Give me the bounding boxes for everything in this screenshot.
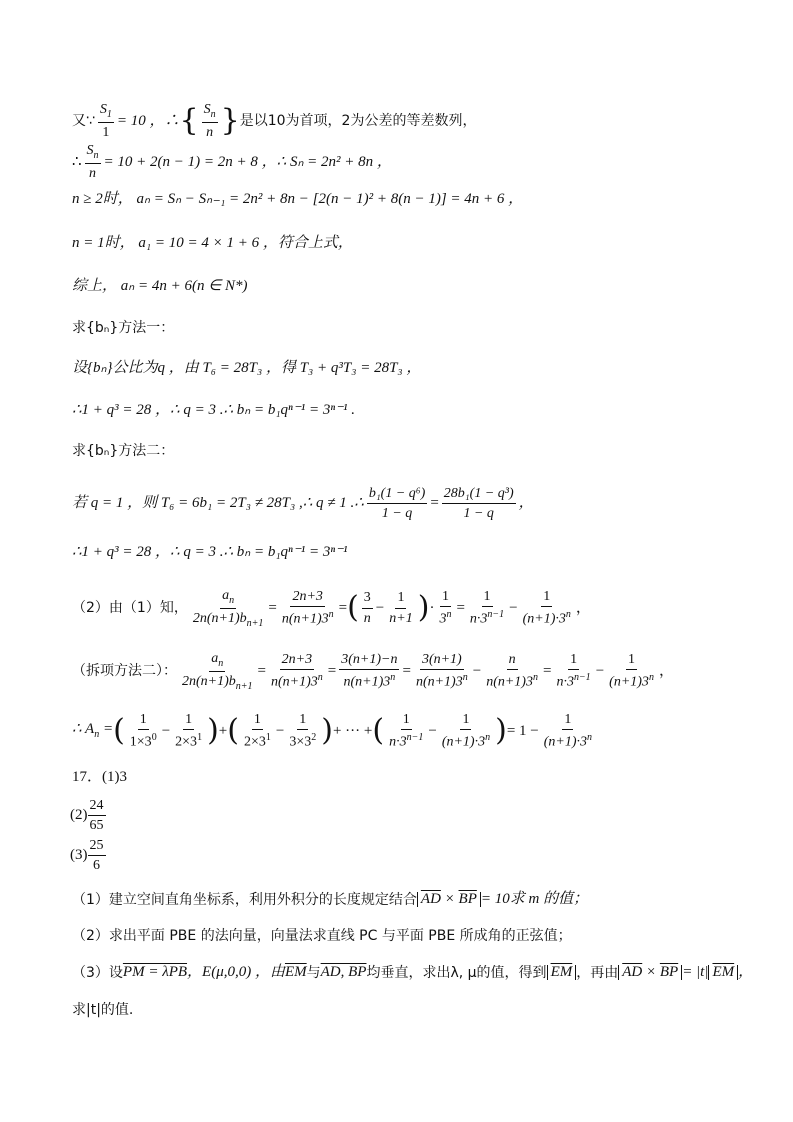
fraction: $\frac{25}{6}$ (89, 838, 104, 874)
fraction: $\frac{3}{n}$ (363, 590, 371, 626)
text: ∴ (72, 153, 82, 170)
fraction: $\frac{a_n}{2n(n+1)b_{n+1}}$ (182, 651, 253, 692)
magnitude-em: $\overline{EM}$ (708, 965, 738, 980)
text: = |t| (682, 964, 709, 980)
vector-em: $\overline{EM}$ (284, 964, 307, 980)
line-18 (72, 892, 588, 907)
fraction: $\frac{3(n+1)-n}{n(n+1)3^n}$ (341, 652, 398, 691)
magnitude-em: $\overline{EM}$ (547, 965, 577, 980)
line-1 (72, 102, 476, 140)
vectors-ad-bp: AD, BP (320, 964, 367, 980)
fraction: $\frac{n}{n(n+1)3^n}$ (486, 652, 538, 691)
fraction: $\frac{a_n}{2n(n+1)b_{n+1}}$ (192, 588, 264, 629)
brace-left: { (179, 103, 199, 139)
text: 又∵ (72, 113, 95, 130)
text: （拆项方法二）： (72, 663, 177, 680)
text: = 10求 m 的值； (480, 891, 589, 907)
fraction: $\frac{2n+3}{n(n+1)3^n}$ (271, 652, 323, 691)
text: ，再由 (576, 964, 619, 981)
fraction-s1-over-1: $\frac{S_1}{1}$ (99, 102, 112, 140)
fraction: $\frac{1}{n\cdot 3^{n-1}}$ (389, 712, 424, 751)
line-2 (72, 143, 392, 181)
fraction-sn-over-n: $\frac{S_n}{n}$ (86, 143, 99, 181)
line-8: ∴1 + q³ = 28 ，∴ q = 3 .∴ bₙ = b₁qⁿ⁻¹ = 3ⁿ⁻¹ . (72, 402, 355, 418)
brace-right: } (220, 103, 240, 139)
cross-product-magnitude: $\overline{AD} \times \overline{BP}$ (417, 892, 481, 907)
text: = 10 ，∴ (116, 112, 180, 129)
equals: = (430, 495, 439, 512)
fraction: $\frac{2n+3}{n(n+1)3^n}$ (281, 589, 334, 628)
fraction: $\frac{1}{2\times 3^1}$ (243, 712, 271, 751)
fraction: $\frac{1}{3^n}$ (439, 589, 452, 628)
fraction: $\frac{1}{(n+1)\cdot 3^n}$ (522, 589, 571, 628)
line-6: 求{bₙ}方法一： (72, 320, 175, 336)
text: = 10 + 2(n − 1) = 2n + 8 ，∴ Sₙ = 2n² + 8n ， (103, 153, 392, 170)
text: 若 q = 1 ，则 T₆ = 6b₁ = 2T₃ ≠ 28T₃ ,∴ q ≠ 1 .∴ (72, 495, 364, 512)
text: (3) (70, 847, 88, 864)
text: ， (518, 495, 534, 512)
line-13: （拆项方法二）： $\frac{a_n}{2n(n+1)b_{n+1}}$ = $\frac{2n+3}{n(n+1)3^n}$ = $\frac{3(n+1)-n}{n(n+1)3^n}$ = $\frac{3(n+1)}{n(n+1)3^n}$ − $\frac{n}{n(n+1)3^n}$ = $\frac{1}{n\cdot 3^{n-1}}$ − $\frac{1}{(n+1)3^n}$ ， (72, 651, 674, 692)
fraction: $\frac{1}{(n+1)\cdot 3^n}$ (543, 712, 593, 751)
fraction: $\frac{1}{(n+1)\cdot 3^n}$ (441, 712, 491, 751)
fraction: $\frac{1}{n\cdot 3^{n-1}}$ (469, 589, 505, 628)
text: （2）由（1）知， (72, 600, 188, 617)
line-21: 求|t|的值. (72, 1002, 134, 1018)
fraction: $\frac{\text{28b₁(1 − q³)}}{1 - q}$ (443, 486, 514, 522)
line-9: 求{bₙ}方法二： (72, 443, 175, 459)
cross-product-magnitude: $\overline{AD} \times \overline{BP}$ (618, 965, 682, 980)
fraction: $\frac{1}{(n+1)3^n}$ (609, 652, 654, 691)
fraction: $\frac{24}{65}$ (89, 798, 104, 834)
line-14: ∴ $A_n$ = ( $\frac{1}{1\times 3^0}$ − $\frac{1}{2\times 3^1}$ ) + ( $\frac{1}{2\times 3^1}$ − $\frac{1}{3\times 3^2}$ ) + ··· + ( $\frac{1}{n\cdot 3^{n-1}}$ − $\frac{1}{(n+1)\cdot 3^n}$ ) = 1 − $\frac{1}{(n+1)\cdot 3^n}$ (72, 712, 593, 751)
line-10 (72, 486, 534, 522)
fraction: $\frac{1}{2\times 3^1}$ (175, 712, 203, 751)
fraction: $\frac{1}{3\times 3^2}$ (289, 712, 317, 751)
line-3: n ≥ 2时， aₙ = Sₙ − Sₙ₋₁ = 2n² + 8n − [2(n − 1)² + 8(n − 1)] = 4n + 6 ， (72, 191, 524, 207)
text: ，E(μ,0,0) ，由 (187, 964, 285, 980)
text: 均垂直，求出λ, μ的值，得到 (366, 964, 547, 981)
line-4: n = 1时， a₁ = 10 = 4 × 1 + 6 ，符合上式， (72, 235, 353, 251)
line-16 (70, 798, 109, 834)
fraction-sn-over-n: $\frac{S_n}{n}$ (203, 102, 216, 140)
vector-pm: PM = λPB (122, 964, 188, 980)
text: (2) (70, 807, 88, 824)
line-7: 设{bₙ}公比为q ，由 T₆ = 28T₃ ，得 T₃ + q³T₃ = 28T₃ ， (72, 360, 422, 376)
line-20 (72, 965, 753, 980)
text: （3）设 (72, 964, 123, 981)
fraction: $\frac{\text{b₁(1 − q⁶)}}{1 - q}$ (368, 486, 426, 522)
text: ， (738, 964, 754, 980)
text: 与 (306, 964, 321, 981)
line-19: （2）求出平面 PBE 的法向量，向量法求直线 PC 与平面 PBE 所成角的正弦值； (72, 928, 572, 944)
fraction: $\frac{3(n+1)}{n(n+1)3^n}$ (415, 652, 468, 691)
fraction: $\frac{1}{n+1}$ (389, 590, 413, 626)
text: （1）建立空间直角坐标系，利用外积分的长度规定结合 (72, 891, 417, 908)
fraction: $\frac{1}{1\times 3^0}$ (129, 712, 157, 751)
text: 是以10为首项，2为公差的等差数列， (239, 113, 477, 130)
line-12: （2）由（1）知， $\frac{a_n}{2n(n+1)b_{n+1}}$ = $\frac{2n+3}{n(n+1)3^n}$ = ( $\frac{3}{n}$ − $\frac{1}{n+1}$ ) · $\frac{1}{3^n}$ = $\frac{1}{n\cdot 3^{n-1}}$ − $\frac{1}{(n+1)\cdot 3^n}$ ， (72, 588, 591, 629)
line-11: ∴1 + q³ = 28 ，∴ q = 3 .∴ bₙ = b₁qⁿ⁻¹ = 3ⁿ⁻¹ (72, 544, 348, 560)
line-15: 17．(1)3 (72, 769, 127, 785)
line-5: 综上， aₙ = 4n + 6(n ∈ N*) (72, 278, 248, 294)
line-17 (70, 838, 109, 874)
fraction: $\frac{1}{n\cdot 3^{n-1}}$ (556, 652, 591, 691)
